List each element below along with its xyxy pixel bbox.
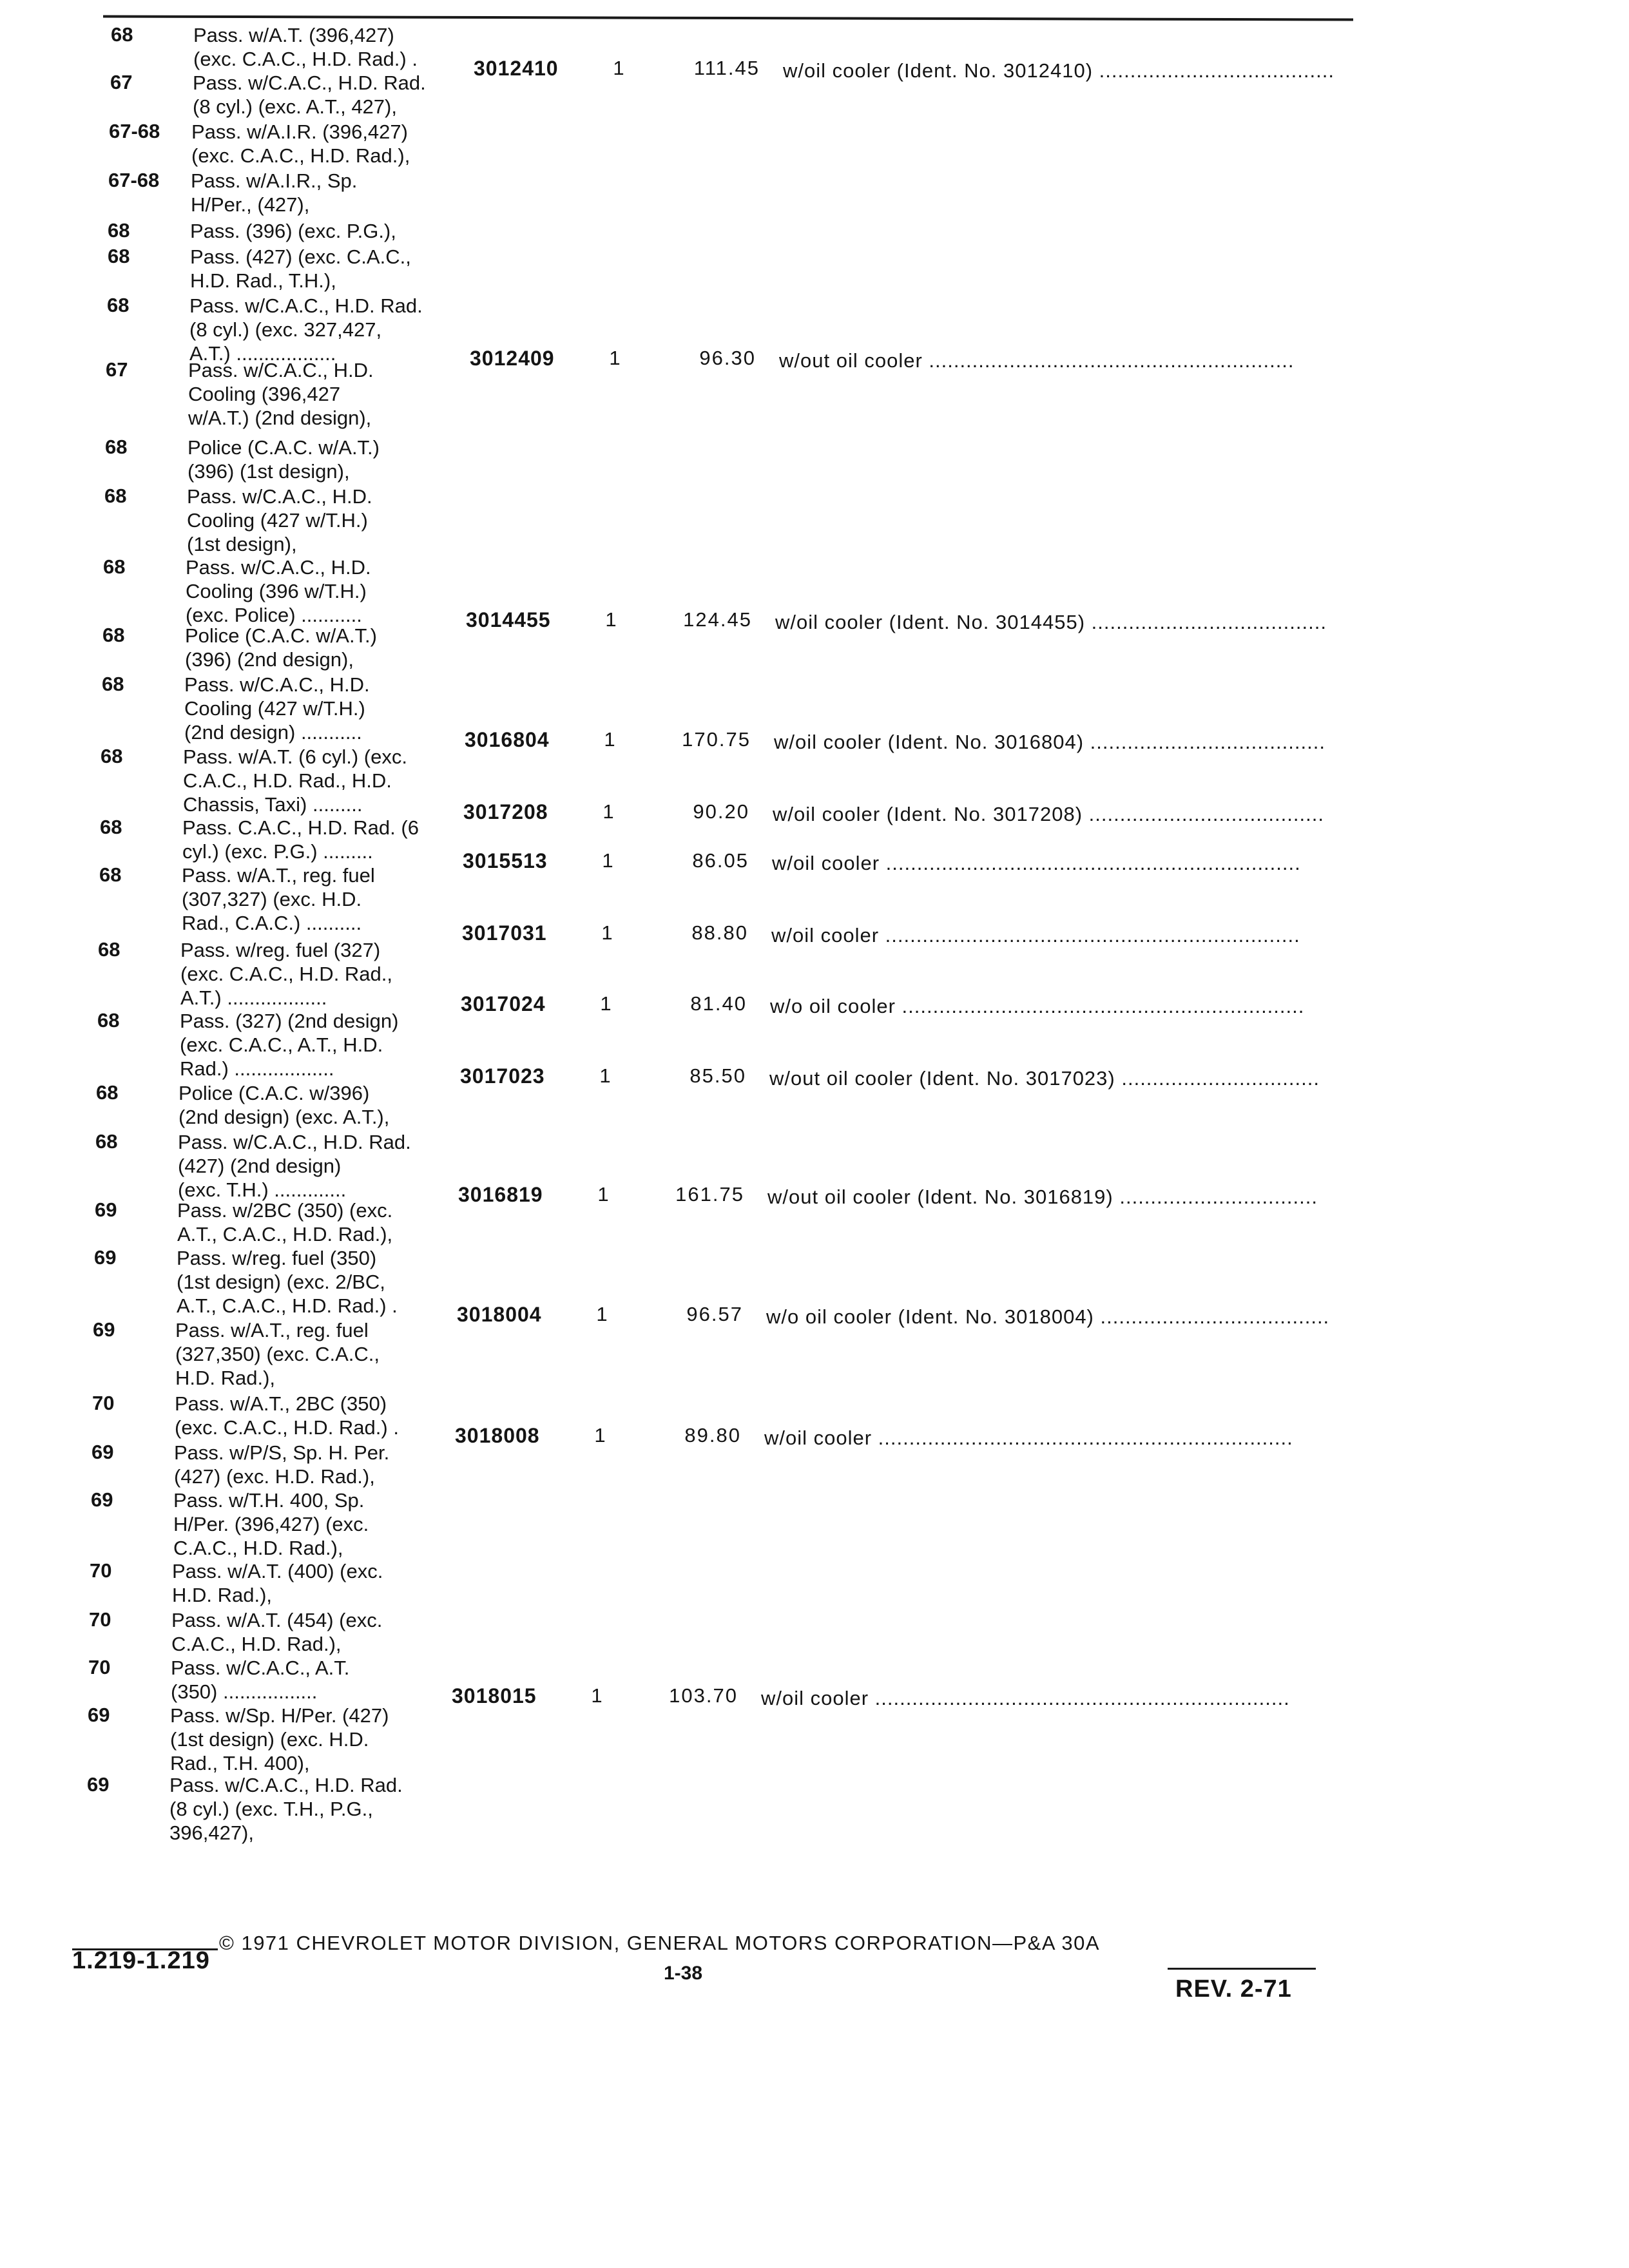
price: 124.45 — [683, 608, 752, 631]
application-text: Pass. w/A.T. (396,427) (exc. C.A.C., H.D. Rad.) . — [193, 24, 418, 70]
application-text: Police (C.A.C. w/A.T.) (396) (1st design), — [188, 436, 380, 483]
price: 103.70 — [669, 1684, 738, 1707]
model-year: 67 — [110, 71, 133, 93]
application-text: Pass. w/Sp. H/Per. (427) (1st design) (exc. H.D. Rad., T.H. 400), — [170, 1704, 389, 1774]
model-year: 68 — [108, 245, 130, 267]
part-number: 3017024 — [461, 992, 546, 1015]
application-text: Pass. (327) (2nd design) (exc. C.A.C., A.T., H.D. Rad.) .................. — [180, 1010, 399, 1080]
application-text: Pass. w/C.A.C., H.D. Cooling (427 w/T.H.) (2nd design) ........... — [184, 673, 370, 744]
quantity: 1 — [602, 800, 614, 823]
model-year: 68 — [100, 816, 122, 838]
model-year: 69 — [93, 1318, 115, 1341]
quantity: 1 — [597, 1183, 609, 1206]
page-number: 1-38 — [664, 1963, 703, 1984]
application-text: Pass. w/C.A.C., H.D. Rad. (8 cyl.) (exc. T.H., P.G., 396,427), — [169, 1774, 403, 1844]
application-text: Pass. w/A.T. (454) (exc. C.A.C., H.D. Rad.), — [171, 1609, 383, 1655]
application-text: Pass. w/A.T., reg. fuel (327,350) (exc. C.A.C., H.D. Rad.), — [175, 1319, 380, 1389]
part-number: 3017031 — [462, 921, 547, 945]
model-year: 67-68 — [109, 120, 160, 142]
part-number: 3017208 — [463, 800, 548, 823]
quantity: 1 — [599, 1064, 611, 1087]
application-text: Pass. w/C.A.C., A.T. (350) ................. — [171, 1657, 350, 1703]
application-text: Pass. w/2BC (350) (exc. A.T., C.A.C., H.D. Rad.), — [177, 1199, 393, 1245]
application-text: Pass. (427) (exc. C.A.C., H.D. Rad., T.H.), — [190, 245, 411, 292]
application-text: Pass. w/A.I.R., Sp. H/Per., (427), — [191, 169, 358, 216]
quantity: 1 — [605, 608, 617, 631]
part-description: w/out oil cooler (Ident. No. 3017023) ................................ — [769, 1067, 1320, 1090]
part-description: w/o oil cooler (Ident. No. 3018004) ..................................... — [766, 1305, 1330, 1328]
application-text: Pass. w/P/S, Sp. H. Per. (427) (exc. H.D. Rad.), — [174, 1441, 390, 1488]
application-text: Pass. C.A.C., H.D. Rad. (6 cyl.) (exc. P.G.) ......... — [182, 816, 419, 863]
model-year: 68 — [111, 23, 133, 46]
model-year: 68 — [97, 1009, 120, 1032]
part-description: w/oil cooler (Ident. No. 3014455) ...................................... — [775, 611, 1327, 633]
part-description: w/oil cooler (Ident. No. 3012410) ...................................... — [783, 59, 1335, 82]
price: 89.80 — [684, 1424, 741, 1446]
part-number: 3014455 — [466, 608, 551, 631]
part-number: 3012410 — [474, 57, 559, 80]
part-description: w/oil cooler ................................................................... — [764, 1427, 1293, 1449]
application-text: Pass. w/C.A.C., H.D. Rad. (427) (2nd design) (exc. T.H.) ............. — [178, 1131, 411, 1201]
model-year: 69 — [88, 1704, 110, 1726]
application-text: Pass. w/reg. fuel (327) (exc. C.A.C., H.D. Rad., A.T.) .................. — [180, 939, 393, 1009]
application-text: Pass. w/A.T., 2BC (350) (exc. C.A.C., H.D. Rad.) . — [175, 1392, 399, 1439]
price: 85.50 — [689, 1064, 746, 1087]
part-description: w/out oil cooler (Ident. No. 3016819) ................................ — [767, 1186, 1318, 1208]
application-text: Pass. w/C.A.C., H.D. Cooling (396,427 w/A.T.) (2nd design), — [188, 359, 374, 429]
price: 111.45 — [693, 57, 760, 79]
model-year: 69 — [92, 1441, 114, 1463]
model-year: 68 — [108, 219, 130, 242]
quantity: 1 — [609, 347, 621, 369]
part-number: 3017023 — [460, 1064, 545, 1088]
application-text: Pass. w/C.A.C., H.D. Rad. (8 cyl.) (exc. A.T., 427), — [193, 72, 426, 118]
revision-label: REV. 2-71 — [1175, 1975, 1292, 2003]
price: 161.75 — [675, 1183, 744, 1206]
part-description: w/o oil cooler ................................................................. — [770, 995, 1305, 1017]
quantity: 1 — [596, 1303, 608, 1325]
application-text: Pass. w/C.A.C., H.D. Cooling (427 w/T.H.) (1st design), — [187, 485, 372, 555]
part-number: 3012409 — [470, 347, 555, 370]
part-description: w/oil cooler ................................................................... — [772, 852, 1301, 874]
model-year: 69 — [91, 1488, 113, 1511]
application-text: Pass. w/C.A.C., H.D. Rad. (8 cyl.) (exc. 327,427, A.T.) .................. — [189, 294, 423, 365]
quantity: 1 — [591, 1684, 602, 1707]
price: 170.75 — [682, 728, 751, 751]
part-number: 3016819 — [458, 1183, 543, 1206]
model-year: 67 — [106, 358, 128, 381]
application-text: Pass. (396) (exc. P.G.), — [190, 220, 396, 242]
part-number: 3018008 — [455, 1424, 540, 1447]
price: 88.80 — [691, 921, 748, 944]
model-year: 68 — [96, 1081, 119, 1104]
quantity: 1 — [601, 921, 613, 944]
part-description: w/oil cooler (Ident. No. 3017208) ...................................... — [773, 803, 1324, 825]
application-text: Police (C.A.C. w/396) (2nd design) (exc. A.T.), — [178, 1082, 390, 1128]
model-year: 70 — [90, 1559, 112, 1582]
part-description: w/oil cooler ................................................................... — [761, 1687, 1290, 1709]
model-year: 68 — [102, 673, 124, 695]
part-number: 3018004 — [457, 1303, 542, 1326]
part-description: w/out oil cooler ........................................................... — [779, 349, 1295, 372]
model-year: 70 — [92, 1392, 115, 1414]
application-text: Pass. w/reg. fuel (350) (1st design) (exc. 2/BC, A.T., C.A.C., H.D. Rad.) . — [177, 1247, 398, 1317]
model-year: 69 — [95, 1198, 117, 1221]
part-number: 3016804 — [465, 728, 550, 751]
price: 90.20 — [693, 800, 749, 823]
application-text: Pass. w/A.T. (6 cyl.) (exc. C.A.C., H.D. Rad., H.D. Chassis, Taxi) ......... — [183, 745, 407, 816]
quantity: 1 — [602, 849, 613, 872]
model-year: 68 — [103, 555, 126, 578]
part-number: 3015513 — [463, 849, 548, 872]
price: 96.30 — [699, 347, 756, 369]
quantity: 1 — [613, 57, 624, 79]
model-year: 68 — [104, 485, 127, 507]
copyright-notice: © 1971 CHEVROLET MOTOR DIVISION, GENERAL MOTORS CORPORATION—P&A 30A — [219, 1932, 1101, 1954]
model-year: 69 — [87, 1773, 110, 1796]
model-year: 68 — [105, 436, 128, 458]
footer-rule-right — [1168, 1968, 1316, 1970]
price: 96.57 — [686, 1303, 743, 1325]
model-year: 68 — [107, 294, 130, 316]
price: 86.05 — [692, 849, 749, 872]
model-year: 68 — [99, 863, 122, 886]
quantity: 1 — [604, 728, 615, 751]
model-year: 68 — [101, 745, 123, 767]
model-year: 68 — [98, 938, 120, 961]
model-year: 70 — [88, 1656, 111, 1678]
model-year: 68 — [95, 1130, 118, 1153]
application-text: Police (C.A.C. w/A.T.) (396) (2nd design), — [185, 624, 377, 671]
part-description: w/oil cooler ................................................................... — [771, 924, 1300, 947]
catalog-reference: 1.219-1.219 — [72, 1947, 210, 1974]
quantity: 1 — [594, 1424, 606, 1446]
model-year: 69 — [94, 1246, 117, 1269]
part-number: 3018015 — [452, 1684, 537, 1707]
application-text: Pass. w/A.T. (400) (exc. H.D. Rad.), — [172, 1560, 383, 1606]
model-year: 70 — [89, 1608, 111, 1631]
application-text: Pass. w/A.I.R. (396,427) (exc. C.A.C., H.D. Rad.), — [191, 120, 410, 167]
model-year: 67-68 — [108, 169, 160, 191]
model-year: 68 — [102, 624, 125, 646]
application-text: Pass. w/A.T., reg. fuel (307,327) (exc. H.D. Rad., C.A.C.) .......... — [182, 864, 375, 934]
price: 81.40 — [690, 992, 747, 1015]
quantity: 1 — [600, 992, 612, 1015]
application-text: Pass. w/T.H. 400, Sp. H/Per. (396,427) (exc. C.A.C., H.D. Rad.), — [173, 1489, 369, 1559]
part-description: w/oil cooler (Ident. No. 3016804) ...................................... — [774, 731, 1325, 753]
application-text: Pass. w/C.A.C., H.D. Cooling (396 w/T.H.) (exc. Police) ........... — [186, 556, 371, 626]
